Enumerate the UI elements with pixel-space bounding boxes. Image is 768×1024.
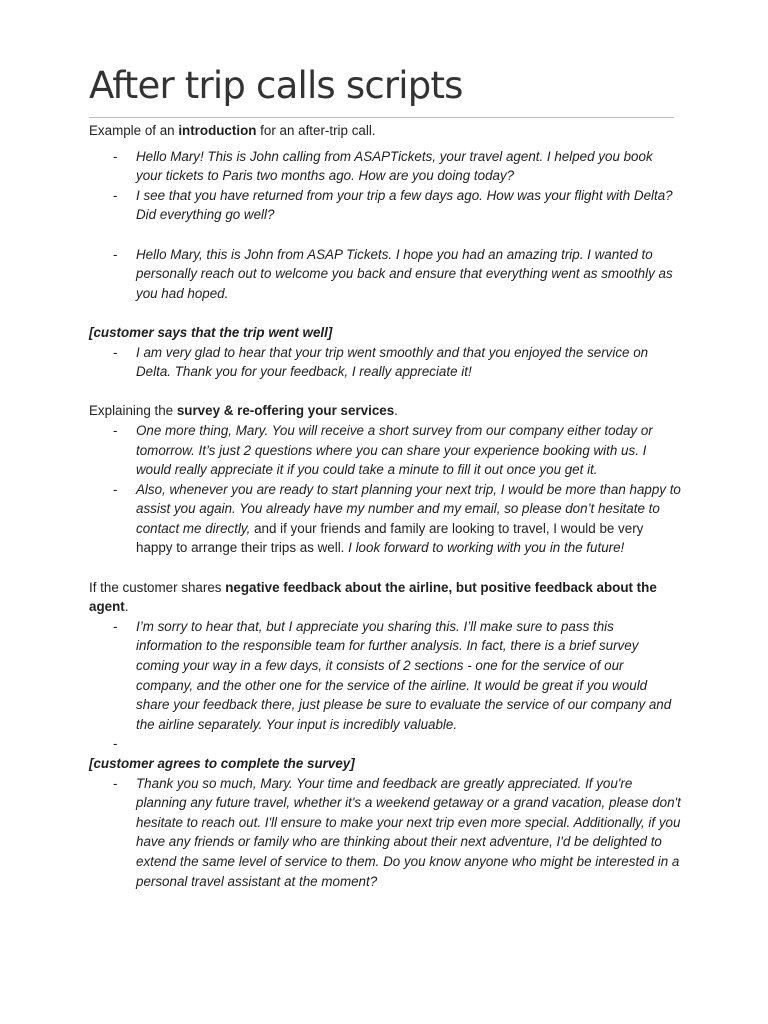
intro-lead-bold: introduction <box>178 123 257 138</box>
list-item: - I’m sorry to hear that, but I appreciate you sharing this. I’ll make sure to pass this information to the responsible team for further analysis. In fact, there is a brief survey coming your way in a few days, it consists of 2 sections - one for the service of our company, and the other one for the service of the airline. It would be great if you would share your feedback there, just please be sure to evaluate the service of our company and the airline separately. Your input is incredibly valuable. <box>113 618 672 732</box>
survey-list <box>89 421 681 558</box>
dash-bullet: - <box>113 736 118 752</box>
agrees-heading: [customer agrees to complete the survey] <box>89 756 355 771</box>
intro-list <box>89 147 681 225</box>
list-item: - Hello Mary! This is John calling from ASAPTickets, your travel agent. I helped you book your tickets to Paris two months ago. How are you doing today? <box>113 148 653 184</box>
list-item: - Thank you so much, Mary. Your time and feedback are greatly appreciated. If you're planning any future travel, whether it's a weekend getaway or a grand vacation, please don't hesitate to reach out. I'll ensure to make your next trip even more special. Additionally, if you have any friends or family who are thinking about their next adventure, I'd be delighted to extend the same level of service to them. Do you know anyone who might be interested in a personal travel assistant at the moment? <box>113 775 681 889</box>
dash-bullet: - <box>113 775 118 791</box>
list-item: - Also, whenever you are ready to start planning your next trip, I would be more than happy to assist you again. You already have my number and my email, so please don’t hesitate to contact me directly, and if your friends and family are looking to travel, I would be very happy to arrange their trips as well. I look forward to working with you in the future! <box>113 481 681 556</box>
survey-lead: Explaining the survey & re-offering your services. <box>89 403 398 419</box>
dash-bullet: - <box>113 344 118 360</box>
intro-list-alt <box>89 245 681 304</box>
page-title: After trip calls scripts <box>89 64 463 107</box>
list-item: - I am very glad to hear that your trip went smoothly and that you enjoyed the service on Delta. Thank you for your feedback, I really appreciate it! <box>113 344 649 380</box>
intro-lead: Example of an introduction for an after-trip call. <box>89 123 376 138</box>
dash-bullet: - <box>113 246 118 262</box>
negative-lead: If the customer shares negative feedback about the airline, but positive feedback about the agent. <box>89 579 657 615</box>
negative-list <box>89 617 681 754</box>
list-item-empty <box>89 734 681 754</box>
list-item: - I see that you have returned from your trip a few days ago. How was your flight with Delta? Did everything go well? <box>113 187 673 223</box>
dash-bullet: - <box>113 422 118 438</box>
went-well-list <box>89 343 681 382</box>
dash-bullet: - <box>113 481 118 497</box>
dash-bullet: - <box>113 187 118 203</box>
list-item: - Hello Mary, this is John from ASAP Tickets. I hope you had an amazing trip. I wanted to personally reach out to welcome you back and ensure that everything went as smoothly as you had hoped. <box>113 246 673 301</box>
dash-bullet: - <box>113 148 118 164</box>
title-divider <box>89 117 674 118</box>
went-well-heading: [customer says that the trip went well] <box>89 324 333 340</box>
agrees-list <box>89 774 681 892</box>
document-body <box>89 121 681 891</box>
dash-bullet: - <box>113 618 118 634</box>
list-item: - One more thing, Mary. You will receive a short survey from our company either today or tomorrow. It’s just 2 questions where you can share your experience booking with us. I would really appreciate it if you could take a minute to fill it out once you get it. <box>113 422 653 478</box>
